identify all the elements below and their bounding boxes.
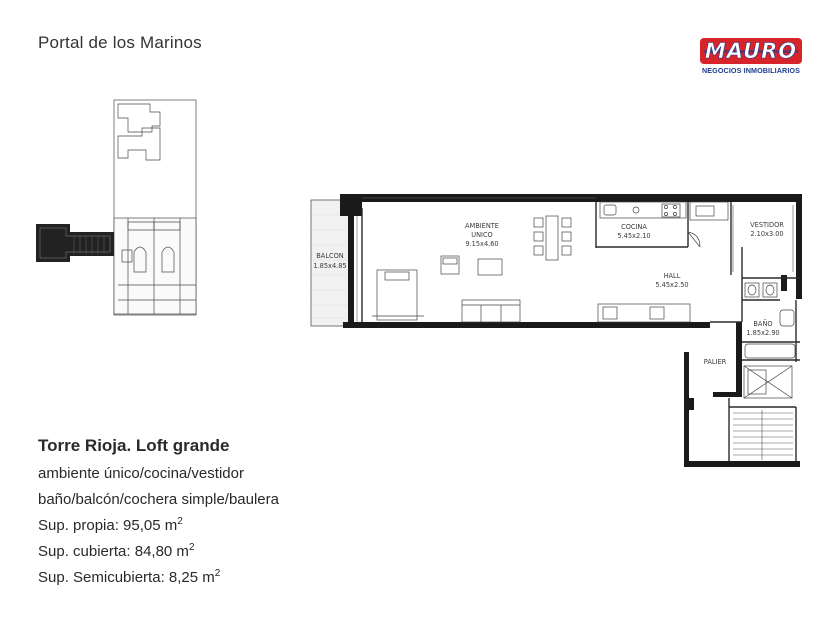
unit-title: Torre Rioja. Loft grande xyxy=(38,436,230,455)
room-dims-hall: 5.45x2.50 xyxy=(655,281,689,289)
elevator xyxy=(744,366,792,398)
room-dims-bano: 1.85x2.90 xyxy=(746,329,780,337)
surface-cubierta xyxy=(38,539,458,565)
project-title: Portal de los Marinos xyxy=(38,33,202,52)
room-name-balcon: BALCON xyxy=(316,252,344,260)
features-line-2: baño/balcón/cochera simple/baulera xyxy=(38,491,279,508)
logo-tagline: NEGOCIOS INMOBILIARIOS xyxy=(701,66,801,75)
surface-propia xyxy=(38,513,458,539)
unit-specs xyxy=(38,436,458,591)
room-dims-balcon: 1.85x4.85 xyxy=(313,262,347,270)
room-name-hall: HALL xyxy=(663,272,681,280)
hall-console xyxy=(598,304,690,322)
living-furniture xyxy=(372,256,520,322)
windows xyxy=(357,198,596,322)
features-line-1: ambiente único/cocina/vestidor xyxy=(38,465,244,482)
room-name-vestidor: VESTIDOR xyxy=(750,221,784,229)
room-name-ambiente-line2: UNICO xyxy=(471,231,493,239)
interior-walls xyxy=(362,202,800,461)
surface-semicubierta-label: Sup. Semicubierta: 8,25 m xyxy=(38,569,215,586)
surface-propia-exp: 2 xyxy=(177,516,183,527)
room-name-ambiente: AMBIENTE xyxy=(465,222,499,230)
surface-cubierta-exp: 2 xyxy=(188,542,195,553)
room-name-palier: PALIER xyxy=(703,358,727,366)
surface-semicubierta xyxy=(38,565,458,591)
logo-wordmark: MAURO xyxy=(704,39,798,63)
kitchen-counter xyxy=(600,202,728,247)
key-plan-lower-block xyxy=(114,218,196,314)
dining-set xyxy=(534,216,571,260)
key-plan xyxy=(114,100,196,315)
room-dims-vestidor: 2.10x3.00 xyxy=(750,230,784,238)
room-name-cocina: COCINA xyxy=(621,223,647,231)
room-dims-ambiente: 9.15x4.60 xyxy=(465,240,499,248)
key-plan-upper-core xyxy=(118,128,160,160)
surface-semicubierta-exp: 2 xyxy=(214,568,221,579)
staircase xyxy=(733,410,793,460)
surface-cubierta-label: Sup. cubierta: 84,80 m xyxy=(38,543,189,560)
key-plan-unit-highlight xyxy=(36,224,114,262)
surface-propia-label: Sup. propia: 95,05 m xyxy=(38,517,178,534)
room-name-bano: BAÑO xyxy=(753,320,773,328)
room-dims-cocina: 5.45x2.10 xyxy=(617,232,651,240)
